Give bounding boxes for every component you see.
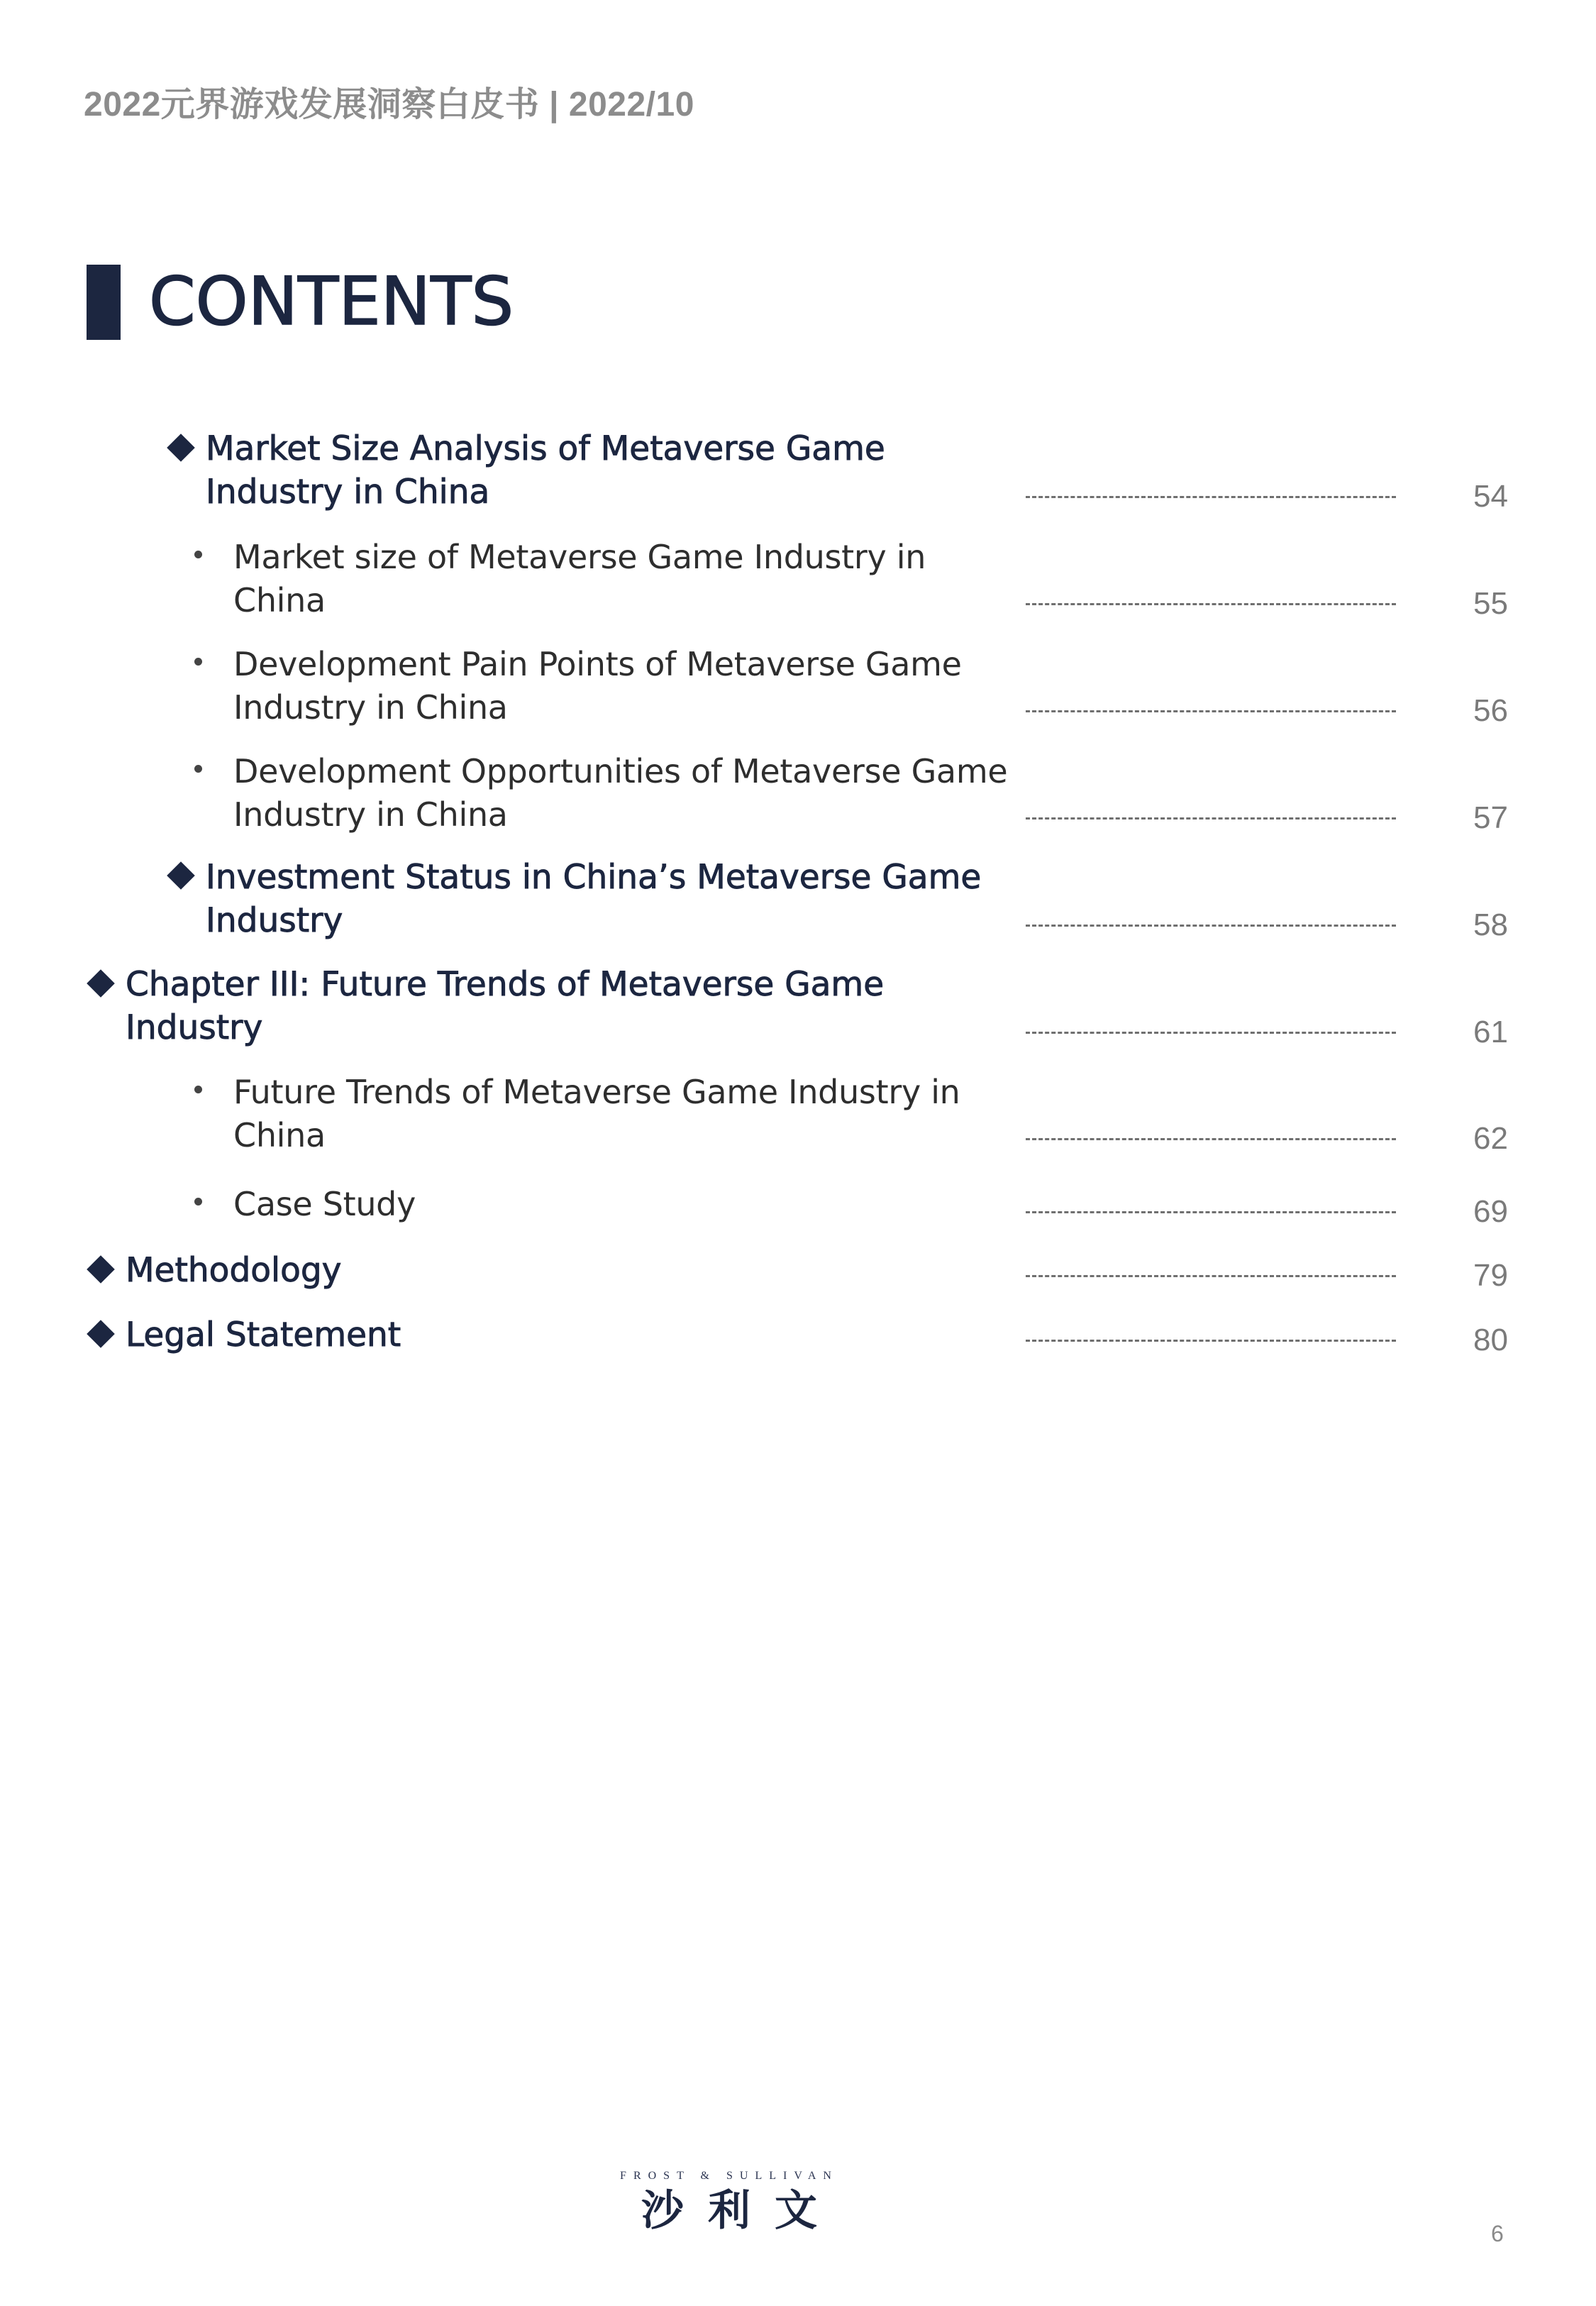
contents-heading [87,263,514,342]
dotted-leader [1026,496,1396,498]
bullet-icon [194,658,202,666]
dotted-leader [1026,925,1396,927]
toc-entry-title: Legal Statement [126,1315,401,1355]
toc-page-number: 58 [1473,907,1508,942]
toc-page-number: 55 [1473,586,1508,621]
dotted-leader [1026,1138,1396,1140]
toc-page-number: 69 [1473,1194,1508,1229]
diamond-bullet-icon [87,969,115,998]
dotted-leader [1026,1275,1396,1277]
bullet-icon [194,551,202,558]
toc-entry-title: Investment Status in China’s Metaverse Game Industry [206,858,982,940]
toc-page-number: 57 [1473,800,1508,835]
toc-page-number: 56 [1473,693,1508,728]
toc-page-number: 61 [1473,1015,1508,1049]
toc-entry-title: Development Opportunities of Metaverse Game Industry in China [233,752,1008,834]
toc-entry-title: Development Pain Points of Metaverse Game Industry in China [233,645,962,727]
toc-entry-title: Chapter III: Future Trends of Metaverse Game Industry [126,965,885,1047]
dotted-leader [1026,817,1396,820]
toc-page-number: 80 [1473,1323,1508,1357]
bullet-icon [194,1198,202,1206]
dotted-leader [1026,1340,1396,1342]
logo-cjk-text: 沙利文 [641,2186,841,2236]
bullet-icon [194,765,202,773]
frost-sullivan-logo [616,2170,843,2236]
dotted-leader [1026,1211,1396,1213]
dotted-leader [1026,603,1396,605]
toc-entry-title: Market Size Analysis of Metaverse Game Industry in China [206,429,885,512]
diamond-bullet-icon [167,434,195,462]
toc-entry-title: Methodology [126,1251,342,1290]
toc-page-number: 79 [1473,1258,1508,1293]
toc-entry-title: Future Trends of Metaverse Game Industry in China [233,1073,960,1154]
toc-page-number: 54 [1473,479,1508,514]
diamond-bullet-icon [87,1255,115,1284]
toc-page-number: 62 [1473,1121,1508,1156]
document-header: 2022元界游戏发展洞察白皮书 | 2022/10 [84,86,694,123]
toc-entry-title: Case Study [233,1185,416,1223]
bullet-icon [194,1086,202,1093]
heading-accent-bar [87,265,121,340]
dotted-leader [1026,710,1396,712]
logo-latin-text: FROST & SULLIVAN [620,2170,838,2182]
page-number: 6 [1491,2221,1504,2246]
diamond-bullet-icon [167,861,195,890]
diamond-bullet-icon [87,1320,115,1348]
contents-title: CONTENTS [149,263,514,341]
dotted-leader [1026,1032,1396,1034]
toc-entry-title: Market size of Metaverse Game Industry in China [233,538,926,619]
